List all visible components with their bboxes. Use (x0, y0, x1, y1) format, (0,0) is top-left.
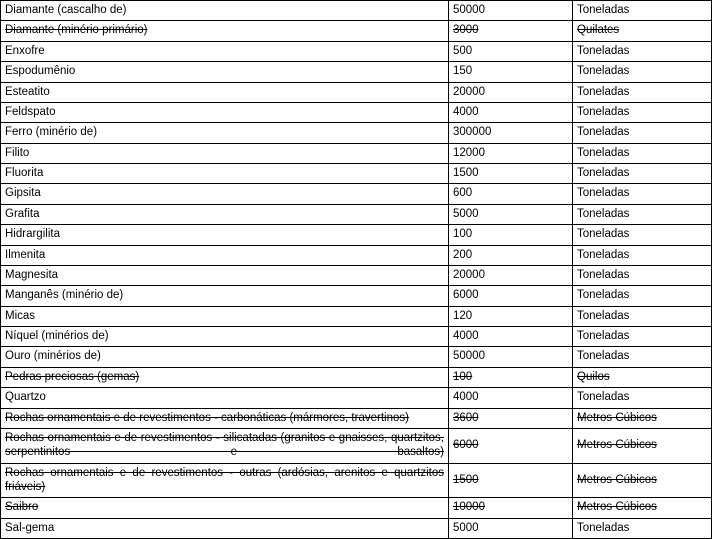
cell-mineral-name: Filito (1, 143, 449, 163)
table-row (1, 388, 712, 408)
cell-mineral-name: Manganês (minério de) (1, 286, 449, 306)
cell-unit: Toneladas (573, 204, 712, 224)
table-row (1, 347, 712, 367)
cell-unit: Toneladas (573, 245, 712, 265)
cell-mineral-name: Magnesita (1, 265, 449, 285)
cell-mineral-name: Ilmenita (1, 245, 449, 265)
table-row (1, 463, 712, 498)
cell-mineral-name: Enxofre (1, 41, 449, 61)
table-row (1, 408, 712, 428)
table-row (1, 367, 712, 387)
cell-unit: Toneladas (573, 143, 712, 163)
cell-unit: Toneladas (573, 388, 712, 408)
cell-unit: Metros Cúbicos (573, 408, 712, 428)
table-row (1, 82, 712, 102)
table-row (1, 498, 712, 518)
cell-unit: Metros Cúbicos (573, 463, 712, 498)
minerals-table-body (1, 1, 712, 539)
cell-mineral-name: Grafita (1, 204, 449, 224)
table-row (1, 306, 712, 326)
table-row (1, 184, 712, 204)
cell-mineral-name: Feldspato (1, 102, 449, 122)
table-row (1, 518, 712, 538)
cell-quantity: 5000 (449, 204, 573, 224)
cell-unit: Toneladas (573, 347, 712, 367)
cell-mineral-name: Fluorita (1, 164, 449, 184)
table-row (1, 225, 712, 245)
cell-quantity: 20000 (449, 82, 573, 102)
table-row (1, 62, 712, 82)
cell-quantity: 10000 (449, 498, 573, 518)
cell-mineral-name: Esteatito (1, 82, 449, 102)
cell-quantity: 4000 (449, 388, 573, 408)
cell-quantity: 3000 (449, 21, 573, 41)
cell-quantity: 4000 (449, 327, 573, 347)
table-row (1, 204, 712, 224)
cell-quantity: 50000 (449, 347, 573, 367)
cell-unit: Toneladas (573, 123, 712, 143)
cell-quantity: 300000 (449, 123, 573, 143)
cell-unit: Toneladas (573, 102, 712, 122)
cell-quantity: 3600 (449, 408, 573, 428)
cell-unit: Toneladas (573, 286, 712, 306)
cell-mineral-name: Rochas ornamentais e de revestimentos - outras (ardósias, arenitos e quartzitos friáveis) (1, 463, 449, 498)
cell-unit: Toneladas (573, 41, 712, 61)
cell-mineral-name: Ferro (minério de) (1, 123, 449, 143)
cell-quantity: 12000 (449, 143, 573, 163)
cell-mineral-name: Hidrargilita (1, 225, 449, 245)
cell-mineral-name: Ouro (minérios de) (1, 347, 449, 367)
cell-unit: Toneladas (573, 518, 712, 538)
cell-quantity: 600 (449, 184, 573, 204)
cell-unit: Toneladas (573, 82, 712, 102)
cell-unit: Quilos (573, 367, 712, 387)
table-row (1, 428, 712, 463)
table-row (1, 327, 712, 347)
cell-quantity: 1500 (449, 164, 573, 184)
cell-quantity: 5000 (449, 518, 573, 538)
table-row (1, 123, 712, 143)
cell-unit: Toneladas (573, 62, 712, 82)
cell-quantity: 6000 (449, 286, 573, 306)
cell-quantity: 150 (449, 62, 573, 82)
cell-mineral-name: Pedras preciosas (gemas) (1, 367, 449, 387)
cell-quantity: 4000 (449, 102, 573, 122)
cell-unit: Metros Cúbicos (573, 498, 712, 518)
cell-quantity: 100 (449, 367, 573, 387)
cell-unit: Toneladas (573, 327, 712, 347)
cell-quantity: 200 (449, 245, 573, 265)
cell-unit: Toneladas (573, 265, 712, 285)
cell-mineral-name: Sal-gema (1, 518, 449, 538)
cell-mineral-name: Saibro (1, 498, 449, 518)
cell-mineral-name: Níquel (minérios de) (1, 327, 449, 347)
table-row (1, 245, 712, 265)
cell-unit: Toneladas (573, 1, 712, 21)
table-row (1, 102, 712, 122)
cell-unit: Toneladas (573, 306, 712, 326)
cell-unit: Toneladas (573, 164, 712, 184)
table-row (1, 143, 712, 163)
cell-mineral-name: Gipsita (1, 184, 449, 204)
cell-quantity: 50000 (449, 1, 573, 21)
cell-unit: Quilates (573, 21, 712, 41)
cell-mineral-name: Diamante (minério primário) (1, 21, 449, 41)
table-row (1, 21, 712, 41)
cell-unit: Toneladas (573, 184, 712, 204)
table-row (1, 164, 712, 184)
cell-mineral-name: Quartzo (1, 388, 449, 408)
cell-quantity: 100 (449, 225, 573, 245)
table-row (1, 41, 712, 61)
table-row (1, 1, 712, 21)
cell-mineral-name: Micas (1, 306, 449, 326)
table-row (1, 265, 712, 285)
cell-mineral-name: Rochas ornamentais e de revestimentos - carbonáticas (mármores, travertinos) (1, 408, 449, 428)
cell-quantity: 120 (449, 306, 573, 326)
cell-unit: Toneladas (573, 225, 712, 245)
cell-quantity: 1500 (449, 463, 573, 498)
cell-unit: Metros Cúbicos (573, 428, 712, 463)
cell-mineral-name: Rochas ornamentais e de revestimentos - silicatadas (granitos e gnaisses, quartzitos, serpentinitos e basaltos) (1, 428, 449, 463)
cell-mineral-name: Diamante (cascalho de) (1, 1, 449, 21)
table-row (1, 286, 712, 306)
cell-mineral-name: Espodumênio (1, 62, 449, 82)
cell-quantity: 500 (449, 41, 573, 61)
cell-quantity: 20000 (449, 265, 573, 285)
cell-quantity: 6000 (449, 428, 573, 463)
